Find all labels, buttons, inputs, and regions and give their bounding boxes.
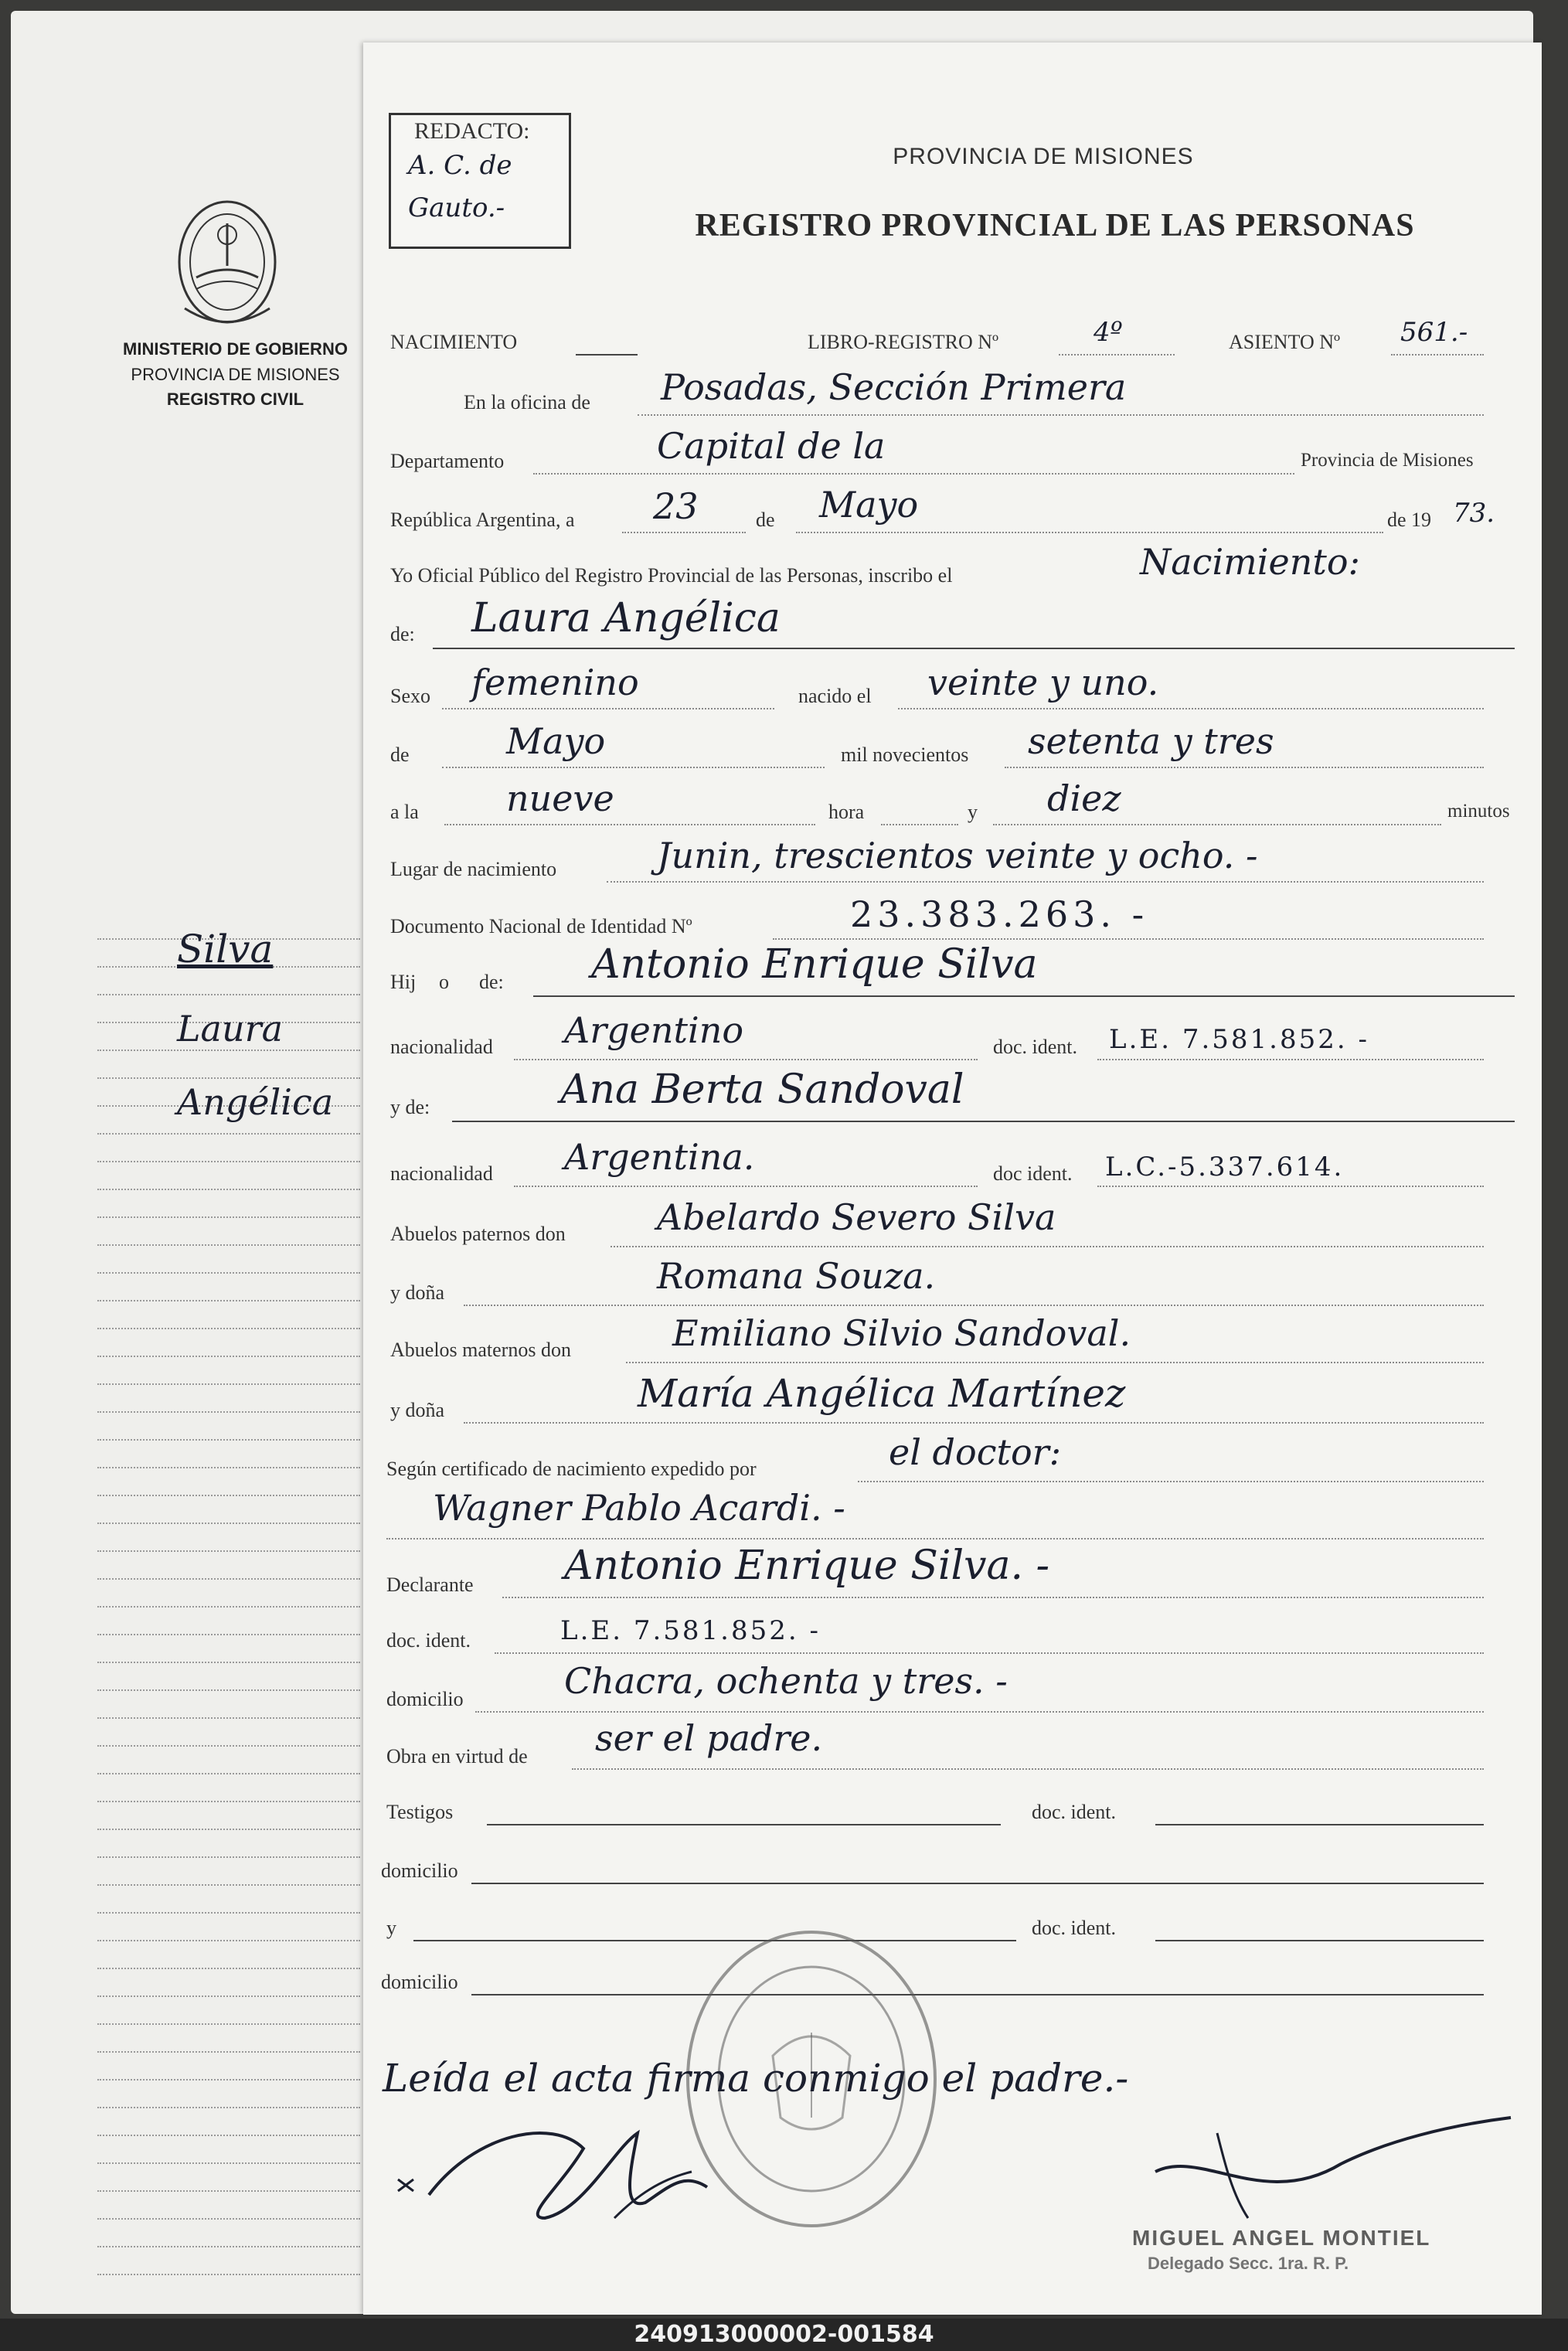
ministry-province: PROVINCIA DE MISIONES xyxy=(131,365,340,384)
rule xyxy=(773,938,1484,940)
value-madre: Ana Berta Sandoval xyxy=(560,1067,964,1113)
margin-ruled-line xyxy=(97,1328,360,1329)
rule xyxy=(611,1246,1484,1247)
rule xyxy=(881,824,958,825)
header-province: PROVINCIA DE MISIONES xyxy=(893,144,1194,169)
margin-surname: Silva xyxy=(177,927,274,971)
margin-ruled-line xyxy=(97,1912,360,1914)
margin-ruled-line xyxy=(97,2246,360,2247)
label-doc-ident-2: doc ident. xyxy=(993,1162,1073,1185)
value-nombre: Laura Angélica xyxy=(471,595,781,641)
margin-ruled-line xyxy=(97,1244,360,1246)
margin-name-1: Laura xyxy=(177,1008,284,1050)
label-y-dona: y doña xyxy=(390,1281,445,1304)
rule xyxy=(622,532,746,533)
margin-ruled-line xyxy=(97,1300,360,1301)
rule xyxy=(464,1422,1484,1424)
rule xyxy=(444,824,815,825)
label-testigos: Testigos xyxy=(386,1801,454,1823)
label-domicilio: domicilio xyxy=(386,1688,464,1710)
margin-ruled-line xyxy=(97,1801,360,1802)
rule xyxy=(495,1652,1484,1654)
rule xyxy=(471,1883,1484,1884)
rule xyxy=(386,1538,1484,1540)
margin-ruled-line xyxy=(97,1717,360,1719)
value-anio: 73. xyxy=(1453,498,1495,529)
label-y: y xyxy=(968,801,978,823)
rule xyxy=(514,1059,978,1060)
rule xyxy=(607,881,1484,883)
margin-ruled-line xyxy=(97,1856,360,1858)
rule xyxy=(502,1597,1484,1598)
rule xyxy=(487,1824,1001,1825)
label-doc-ident-4: doc. ident. xyxy=(1032,1801,1117,1823)
label-hijo: Hij xyxy=(390,971,417,993)
value-doc-padre: L.E. 7.581.852. - xyxy=(1109,1024,1369,1055)
margin-ruled-line xyxy=(97,1662,360,1663)
margin-name-2: Angélica xyxy=(177,1081,334,1123)
margin-ruled-line xyxy=(97,1940,360,1941)
label-de-nombre: de: xyxy=(390,623,415,645)
margin-ruled-line xyxy=(97,1216,360,1218)
label-mil: mil novecientos xyxy=(841,743,969,766)
margin-ruled-line xyxy=(97,1133,360,1135)
rule xyxy=(464,1305,1484,1306)
rule xyxy=(1097,1059,1484,1060)
value-certificado-1: el doctor: xyxy=(889,1431,1062,1473)
label-de: de xyxy=(756,509,775,531)
value-abuela-p: Romana Souza. xyxy=(657,1255,936,1297)
rule xyxy=(626,1362,1484,1363)
rule xyxy=(433,648,1515,649)
value-hijo-o: o xyxy=(439,971,449,993)
margin-ruled-line xyxy=(97,1606,360,1608)
label-abuelos-p: Abuelos paternos don xyxy=(390,1223,566,1245)
rule xyxy=(1097,1186,1484,1187)
label-a-la: a la xyxy=(390,801,419,823)
value-anio-nac: setenta y tres xyxy=(1028,720,1274,762)
margin-ruled-line xyxy=(97,2135,360,2136)
margin-ruled-line xyxy=(97,1272,360,1274)
margin-ruled-line xyxy=(97,1995,360,1997)
margin-ruled-line xyxy=(97,1968,360,1969)
label-doc-ident-3: doc. ident. xyxy=(386,1629,471,1652)
margin-ruled-line xyxy=(97,1495,360,1496)
value-dni: 23.383.263. - xyxy=(850,893,1149,935)
label-abuelos-m: Abuelos maternos don xyxy=(390,1339,571,1361)
rule xyxy=(993,824,1441,825)
margin-ruled-line xyxy=(97,1077,360,1079)
rule xyxy=(1059,354,1175,356)
rule xyxy=(572,1768,1484,1770)
value-dia: 23 xyxy=(653,485,699,527)
value-hora: nueve xyxy=(506,777,614,819)
ministry-title: MINISTERIO DE GOBIERNO xyxy=(123,339,348,359)
margin-ruled-line xyxy=(97,1467,360,1468)
value-declarante: Antonio Enrique Silva. - xyxy=(564,1543,1050,1589)
value-abuela-m: María Angélica Martínez xyxy=(638,1371,1126,1416)
value-sexo: femenino xyxy=(471,662,639,703)
value-domicilio: Chacra, ochenta y tres. - xyxy=(564,1660,1008,1702)
redacto-line-1: A. C. de xyxy=(408,150,512,181)
header-registry: REGISTRO PROVINCIAL DE LAS PERSONAS xyxy=(695,208,1415,243)
signatures-icon xyxy=(383,2102,1526,2234)
rule xyxy=(533,995,1515,997)
official-title-stamp: Delegado Secc. 1ra. R. P. xyxy=(1148,2254,1349,2273)
value-mes-nac: Mayo xyxy=(506,720,606,762)
margin-ruled-line xyxy=(97,1411,360,1413)
ministry-civil: REGISTRO CIVIL xyxy=(166,390,304,409)
value-libro: 4º xyxy=(1094,317,1123,348)
rule xyxy=(898,708,1484,709)
rule xyxy=(638,414,1484,416)
label-y-2: y xyxy=(386,1917,396,1939)
label-departamento: Departamento xyxy=(390,450,505,472)
margin-ruled-line xyxy=(97,2023,360,2025)
margin-ruled-line xyxy=(97,1829,360,1830)
rule xyxy=(576,354,638,356)
margin-ruled-line xyxy=(97,1634,360,1635)
label-nacimiento: NACIMIENTO xyxy=(390,331,518,353)
label-nacionalidad-2: nacionalidad xyxy=(390,1162,493,1185)
value-abuelo-m: Emiliano Silvio Sandoval. xyxy=(672,1312,1131,1354)
official-name-stamp: MIGUEL ANGEL MONTIEL xyxy=(1132,2226,1431,2250)
label-doc-ident-5: doc. ident. xyxy=(1032,1917,1117,1939)
label-de-year: de 19 xyxy=(1387,509,1432,531)
label-sexo: Sexo xyxy=(390,685,430,707)
rule xyxy=(1155,1940,1484,1941)
redacto-label: REDACTO: xyxy=(414,118,530,144)
label-oficina: En la oficina de xyxy=(464,391,590,413)
margin-ruled-line xyxy=(97,2190,360,2192)
value-obra: ser el padre. xyxy=(595,1717,823,1759)
value-minutos: diez xyxy=(1047,777,1121,819)
rule xyxy=(442,708,774,709)
value-doc-declarante: L.E. 7.581.852. - xyxy=(560,1615,821,1646)
label-segun: Según certificado de nacimiento expedido por xyxy=(386,1458,757,1480)
margin-ruled-line xyxy=(97,1578,360,1580)
value-certificado-2: Wagner Pablo Acardi. - xyxy=(433,1487,845,1529)
rule xyxy=(475,1711,1484,1713)
label-doc-ident: doc. ident. xyxy=(993,1036,1078,1058)
label-domicilio-2: domicilio xyxy=(381,1859,458,1882)
margin-ruled-line xyxy=(97,1689,360,1691)
rule xyxy=(1005,767,1484,768)
label-provincia: Provincia de Misiones xyxy=(1301,450,1474,471)
value-nacido: veinte y uno. xyxy=(927,662,1159,703)
redacto-line-2: Gauto.- xyxy=(408,192,505,223)
rule xyxy=(452,1121,1515,1122)
label-hijo-de: de: xyxy=(479,971,504,993)
margin-ruled-line xyxy=(97,994,360,995)
value-acto: Nacimiento: xyxy=(1140,541,1361,583)
rule xyxy=(442,767,825,768)
margin-ruled-line xyxy=(97,2079,360,2081)
label-hora: hora xyxy=(828,801,865,823)
margin-ruled-line xyxy=(97,1523,360,1524)
margin-ruled-line xyxy=(97,2107,360,2108)
margin-ruled-line xyxy=(97,1161,360,1162)
value-closing: Leída el acta firma conmigo el padre.- xyxy=(383,2056,1129,2101)
margin-ruled-line xyxy=(97,1550,360,1552)
margin-ruled-line xyxy=(97,2274,360,2275)
value-oficina: Posadas, Sección Primera xyxy=(661,366,1127,408)
margin-ruled-line xyxy=(97,1773,360,1774)
rule xyxy=(533,473,1294,475)
rule xyxy=(514,1186,978,1187)
value-asiento: 561.- xyxy=(1400,317,1468,348)
margin-ruled-line xyxy=(97,1884,360,1886)
rule xyxy=(858,1481,1484,1482)
label-libro: LIBRO-REGISTRO Nº xyxy=(808,331,999,353)
margin-ruled-line xyxy=(97,1050,360,1051)
label-de-mes: de xyxy=(390,743,410,766)
rule xyxy=(471,1994,1484,1995)
margin-ruled-line xyxy=(97,1439,360,1441)
margin-ruled-line xyxy=(97,1383,360,1385)
margin-ruled-line xyxy=(97,2051,360,2053)
value-departamento: Capital de la xyxy=(657,425,886,467)
margin-ruled-line xyxy=(97,1356,360,1357)
margin-ruled-line xyxy=(97,2162,360,2164)
value-mes: Mayo xyxy=(819,484,919,526)
rule xyxy=(1391,354,1484,356)
value-nac-padre: Argentino xyxy=(564,1009,744,1051)
label-lugar: Lugar de nacimiento xyxy=(390,858,557,880)
label-minutos: minutos xyxy=(1447,801,1510,822)
coat-of-arms-icon xyxy=(169,192,285,332)
margin-ruled-line xyxy=(97,1745,360,1747)
label-asiento: ASIENTO Nº xyxy=(1229,331,1341,353)
label-declarante: Declarante xyxy=(386,1574,474,1596)
value-abuelo-p: Abelardo Severo Silva xyxy=(657,1196,1056,1238)
rule xyxy=(1155,1824,1484,1825)
image-id-caption: 240913000002-001584 xyxy=(0,2319,1568,2351)
label-nacionalidad: nacionalidad xyxy=(390,1036,493,1058)
redacto-box xyxy=(389,113,571,249)
margin-ruled-line xyxy=(97,2218,360,2220)
label-oficial: Yo Oficial Público del Registro Provincial de las Personas, inscribo el xyxy=(390,564,953,587)
label-y-dona-2: y doña xyxy=(390,1399,445,1421)
label-nacido: nacido el xyxy=(798,685,872,707)
label-domicilio-3: domicilio xyxy=(381,1971,458,1993)
value-lugar: Junin, trescientos veinte y ocho. - xyxy=(657,835,1258,876)
label-republica: República Argentina, a xyxy=(390,509,575,531)
label-y-de: y de: xyxy=(390,1096,430,1118)
value-padre: Antonio Enrique Silva xyxy=(591,941,1038,988)
value-doc-madre: L.C.-5.337.614. xyxy=(1105,1152,1345,1182)
margin-ruled-line xyxy=(97,1189,360,1190)
value-nac-madre: Argentina. xyxy=(564,1136,755,1178)
rule xyxy=(796,532,1383,533)
label-documento: Documento Nacional de Identidad Nº xyxy=(390,915,692,937)
label-obra: Obra en virtud de xyxy=(386,1745,528,1768)
